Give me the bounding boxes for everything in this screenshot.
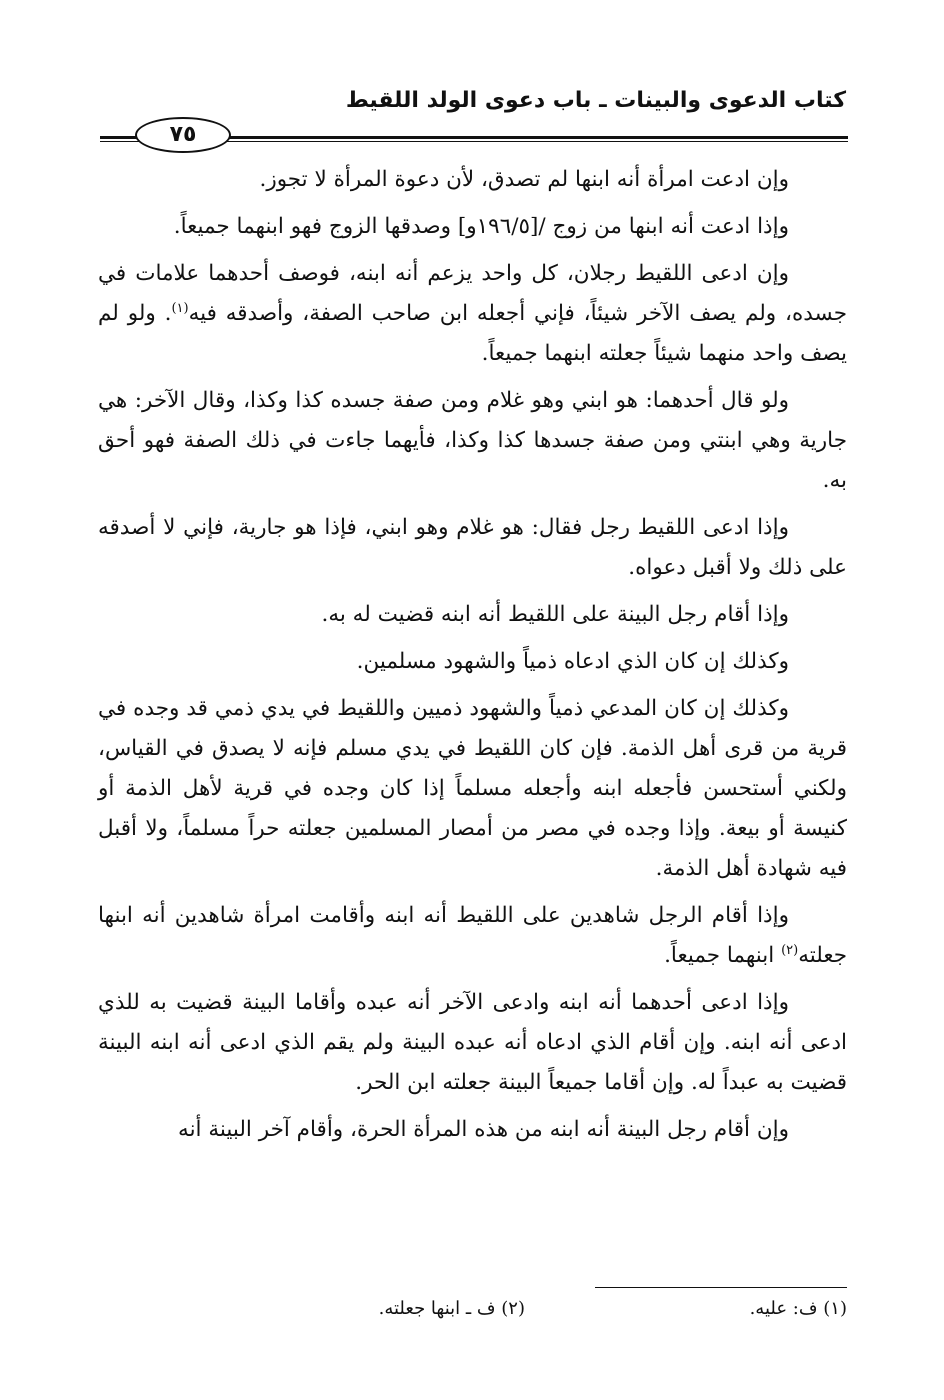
paragraph-text: ابنهما جميعاً. <box>664 943 782 968</box>
footnote-separator <box>595 1287 847 1288</box>
main-text <box>98 160 847 1157</box>
footnote-1 <box>750 1298 847 1319</box>
paragraph: وإذا ادعت أنه ابنها من زوج /[١٩٦/٥و] وصدقها الزوج فهو ابنهما جميعاً. <box>173 214 789 239</box>
paragraph-text: وإذا أقام الرجل شاهدين على اللقيط أنه ابنه وأقامت امرأة شاهدين أنه ابنها جعلته <box>98 903 847 968</box>
footnote-marker: (١) <box>171 300 189 316</box>
footnote-text: ف: عليه. <box>749 1298 818 1319</box>
footnote-marker: (١) <box>823 1298 847 1319</box>
footnote-text: ف ـ ابنها جعلته. <box>378 1298 496 1319</box>
paragraph: وإذا أقام رجل البينة على اللقيط أنه ابنه قضيت له به. <box>321 602 789 627</box>
paragraph: وإذا ادعى اللقيط رجل فقال: هو غلام وهو ابني، فإذا هو جارية، فإني لا أصدقه على ذلك ولا أقبل دعواه. <box>98 515 847 580</box>
running-title: كتاب الدعوى والبينات ـ باب دعوى الولد اللقيط <box>345 88 846 113</box>
paragraph: وإذا ادعى أحدهما أنه ابنه وادعى الآخر أنه عبده وأقاما البينة قضيت به للذي ادعى أنه ابنه. وإن أقام الذي ادعاه أنه عبده البينة ولم يقم الذي ادعى أنه ابنه البينة قضيت به عبداً له. وإن أقاما جميعاً البينة جعلته ابن الحر. <box>98 990 847 1095</box>
paragraph-text: . ولو لم يصف واحد منهما شيئاً جعلته ابنهما جميعاً. <box>98 301 847 366</box>
paragraph: وإن ادعت امرأة أنه ابنها لم تصدق، لأن دعوة المرأة لا تجوز. <box>259 167 789 192</box>
footnote-marker: (٢) <box>501 1298 525 1319</box>
page-number: ٧٥ <box>135 117 231 153</box>
paragraph-text: وإن ادعى اللقيط رجلان، كل واحد يزعم أنه ابنه، فوصف أحدهما علامات في جسده، ولم يصف الآخر شيئاً، فإني أجعله ابن صاحب الصفة، وأصدقه فيه <box>98 261 848 326</box>
paragraph: ولو قال أحدهما: هو ابني وهو غلام ومن صفة جسده كذا وكذا، وقال الآخر: هي جارية وهي ابنتي ومن صفة جسدها كذا وكذا، فأيهما جاءت في ذلك الصفة فهو أحق به. <box>98 388 847 493</box>
paragraph: وإن أقام رجل البينة أنه ابنه من هذه المرأة الحرة، وأقام آخر البينة أنه <box>178 1117 789 1142</box>
footnote-2 <box>379 1298 525 1319</box>
paragraph <box>98 896 847 976</box>
paragraph: وكذلك إن كان الذي ادعاه ذمياً والشهود مسلمين. <box>356 649 789 674</box>
paragraph <box>98 254 847 374</box>
paragraph: وكذلك إن كان المدعي ذمياً والشهود ذميين واللقيط في يدي ذمي قد وجده في قرية من قرى أهل الذمة. فإن كان اللقيط في يدي مسلم فإنه لا يصدق في القياس، ولكني أستحسن فأجعله ابنه وأجعله مسلماً إذا كان وجده في قرية لأهل الذمة أو كنيسة أو بيعة. وإذا وجده في مصر من أمصار المسلمين جعلته حراً مسلماً، ولا أقبل فيه شهادة أهل الذمة. <box>98 696 847 881</box>
footnotes <box>98 1298 847 1338</box>
footnote-marker: (٢) <box>781 942 799 958</box>
